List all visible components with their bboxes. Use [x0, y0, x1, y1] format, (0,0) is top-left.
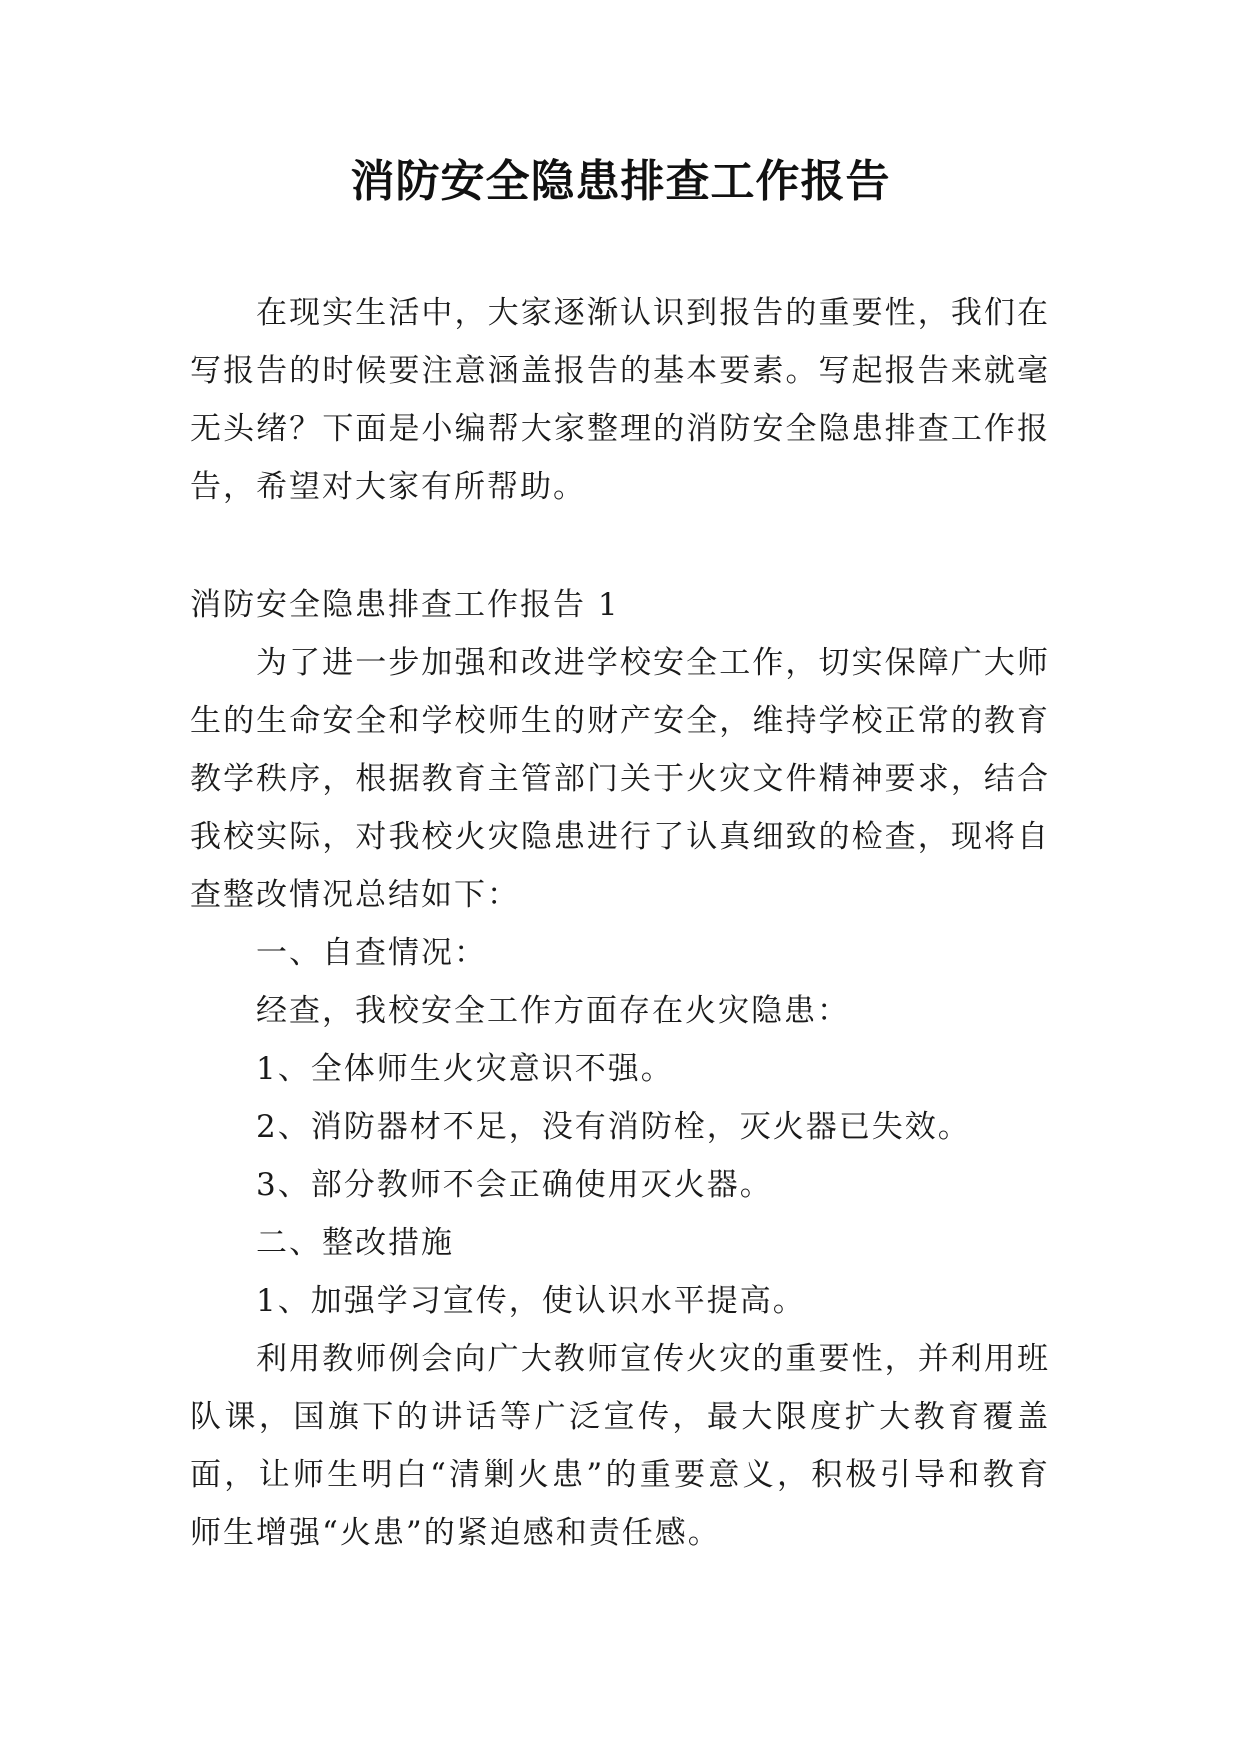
self-check-summary: 经查，我校安全工作方面存在火灾隐患： — [256, 993, 850, 1029]
report-section-1 — [190, 576, 1050, 1562]
issue-item: 3、部分教师不会正确使用灭火器。 — [256, 1167, 773, 1203]
intro-section — [190, 284, 1050, 516]
measures-heading: 二、整改措施 — [256, 1225, 454, 1261]
self-check-heading: 一、自查情况： — [256, 935, 487, 971]
opening-paragraph: 为了进一步加强和改进学校安全工作，切实保障广大师生的生命安全和学校师生的财产安全，维持学校正常的教育教学秩序，根据教育主管部门关于火灾文件精神要求，结合我校实际，对我校火灾隐患进行了认真细致的检查，现将自查整改情况总结如下： — [190, 645, 1050, 913]
issue-item: 2、消防器材不足，没有消防栓，灭火器已失效。 — [256, 1109, 971, 1145]
section-heading: 消防安全隐患排查工作报告 1 — [190, 587, 620, 623]
measure-paragraph: 利用教师例会向广大教师宣传火灾的重要性，并利用班队课，国旗下的讲话等广泛宣传，最大限度扩大教育覆盖面，让师生明白“清剿火患”的重要意义，积极引导和教育师生增强“火患”的紧迫感和责任感。 — [190, 1341, 1050, 1551]
issue-item: 1、全体师生火灾意识不强。 — [256, 1051, 674, 1087]
measure-title: 1、加强学习宣传，使认识水平提高。 — [256, 1283, 806, 1319]
intro-paragraph: 在现实生活中，大家逐渐认识到报告的重要性，我们在写报告的时候要注意涵盖报告的基本要素。写起报告来就毫无头绪？下面是小编帮大家整理的消防安全隐患排查工作报告，希望对大家有所帮助。 — [190, 295, 1050, 505]
document-title: 消防安全隐患排查工作报告 — [350, 156, 891, 207]
